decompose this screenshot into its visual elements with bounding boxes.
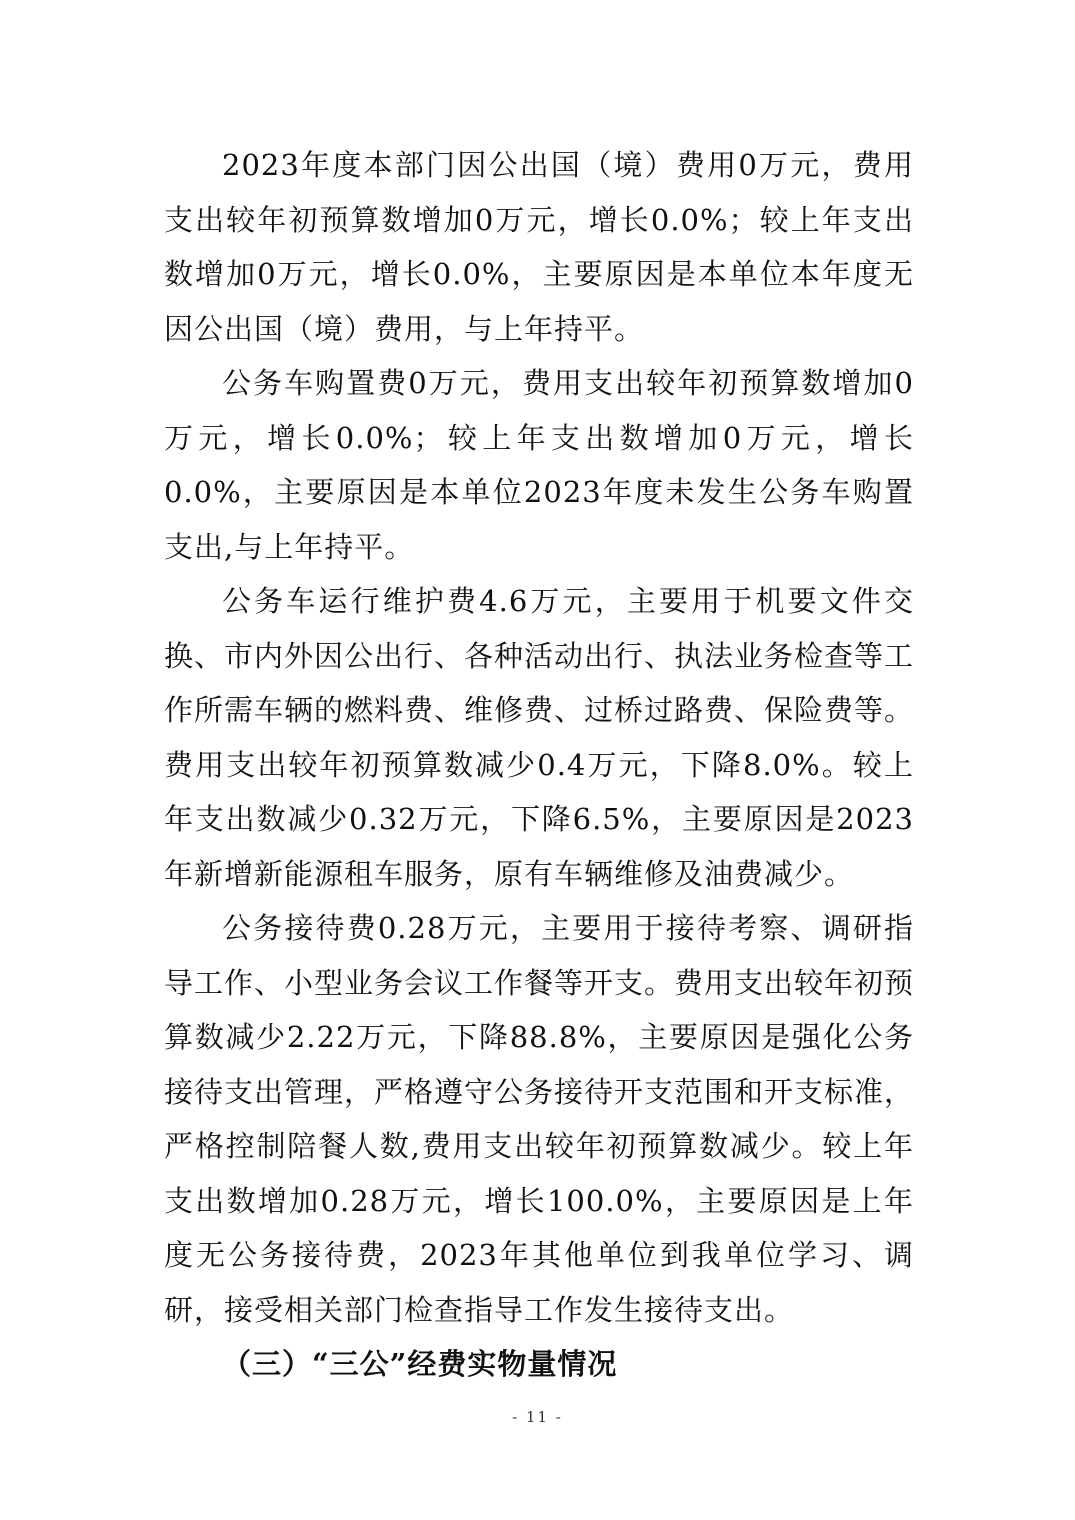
page-body	[164, 138, 914, 1392]
paragraph-vehicle-maintenance: 公务车运行维护费4.6万元，主要用于机要文件交换、市内外因公出行、各种活动出行、执法业务检查等工作所需车辆的燃料费、维修费、过桥过路费、保险费等。费用支出较年初预算数减少0.4万元，下降8.0%。较上年支出数减少0.32万元，下降6.5%，主要原因是2023年新增新能源租车服务，原有车辆维修及油费减少。	[164, 584, 915, 891]
paragraph-overseas-travel: 2023年度本部门因公出国（境）费用0万元，费用支出较年初预算数增加0万元，增长0.0%；较上年支出数增加0万元，增长0.0%，主要原因是本单位本年度无因公出国（境）费用，与上年持平。	[164, 148, 914, 346]
page-number: - 11 -	[512, 1408, 563, 1426]
paragraph-official-reception: 公务接待费0.28万元，主要用于接待考察、调研指导工作、小型业务会议工作餐等开支。费用支出较年初预算数减少2.22万元，下降88.8%，主要原因是强化公务接待支出管理，严格遵守公务接待开支范围和开支标准，严格控制陪餐人数,费用支出较年初预算数减少。较上年支出数增加0.28万元，增长100.0%，主要原因是上年度无公务接待费，2023年其他单位到我单位学习、调研，接受相关部门检查指导工作发生接待支出。	[164, 911, 915, 1327]
section-heading: （三）“三公”经费实物量情况	[222, 1347, 618, 1381]
paragraph-vehicle-purchase: 公务车购置费0万元，费用支出较年初预算数增加0万元，增长0.0%；较上年支出数增加0万元，增长0.0%，主要原因是本单位2023年度未发生公务车购置支出,与上年持平。	[164, 366, 914, 564]
